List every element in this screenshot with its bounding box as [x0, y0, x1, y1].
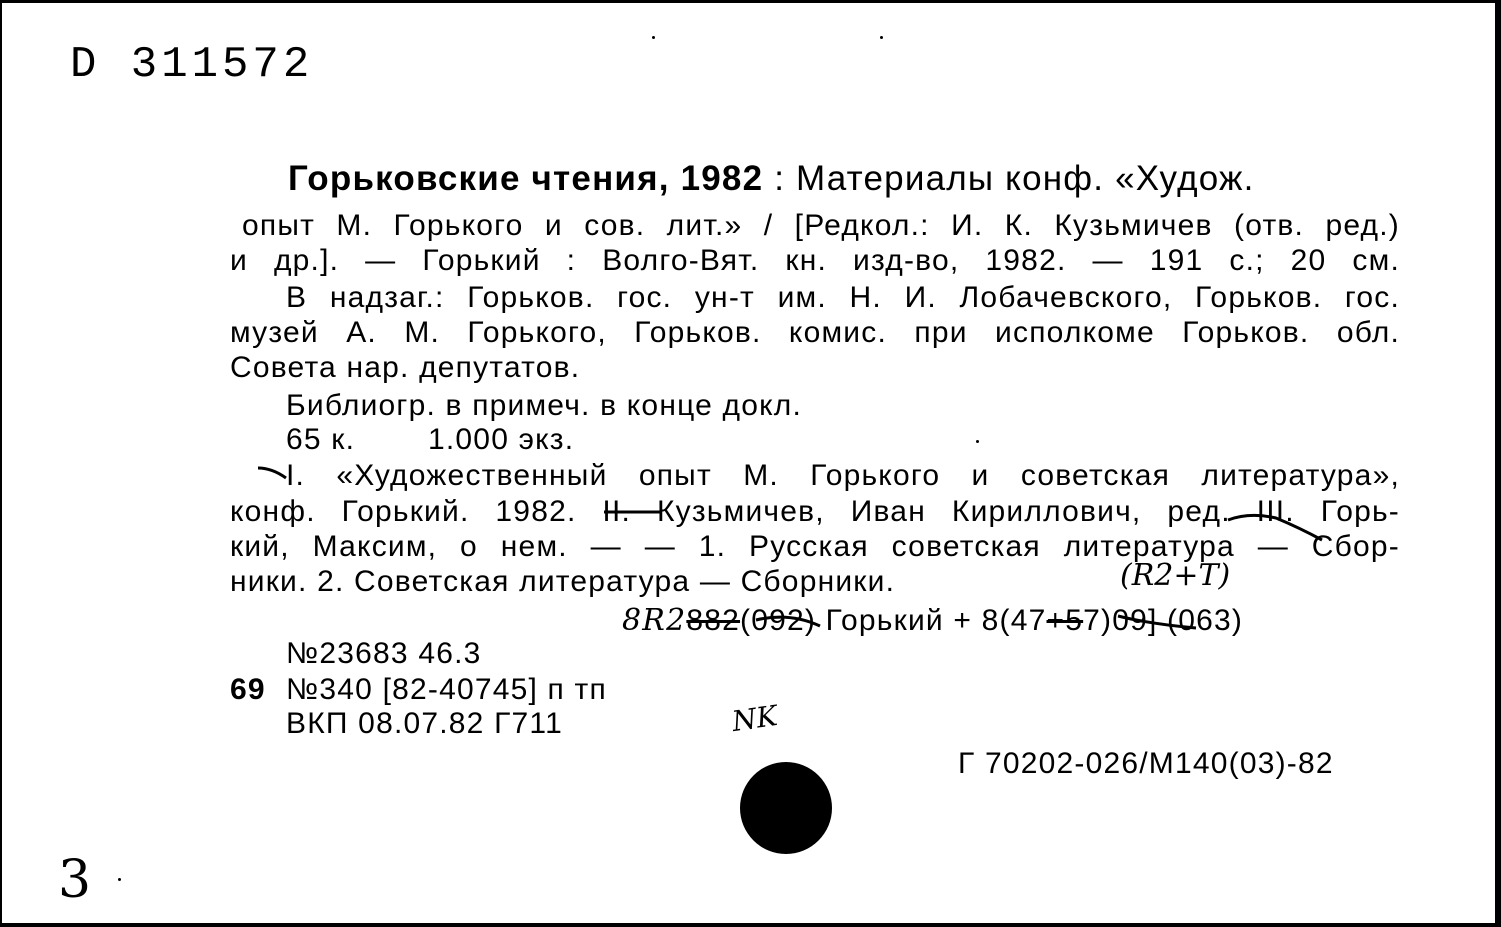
record-line: №23683 46.3 — [286, 637, 482, 670]
bibliography-note: Библиогр. в примеч. в конце докл. — [286, 389, 803, 422]
record-line: №340 [82-40745] п тп — [286, 673, 607, 706]
card-edge-left — [0, 0, 2, 927]
note-line: музей А. М. Горького, Горьков. комис. при исполкоме Горьков. обл. — [230, 316, 1400, 349]
handwritten-correction: (R2+T) — [1120, 558, 1231, 593]
scan-speck — [976, 440, 979, 443]
record-line: ВКП 08.07.82 Г711 — [286, 707, 563, 740]
scan-speck — [652, 36, 655, 39]
description-line: опыт М. Горького и сов. лит.» / [Редкол.: И. К. Кузьмичев (отв. ред.) — [242, 209, 1400, 242]
subject-line: кий, Максим, о нем. — — 1. Русская советская литература — Сбор- — [230, 530, 1400, 563]
classification-struck-2: +5 — [1046, 604, 1084, 637]
note-line: В надзаг.: Горьков. гос. ун-т им. Н. И. Лобачевского, Горьков. гос. — [286, 281, 1400, 314]
subject-line: I. «Художественный опыт М. Горького и советская литература», — [286, 459, 1400, 492]
classification-rest: (092) Горький + 8(47 — [740, 604, 1047, 637]
punch-hole — [740, 762, 832, 854]
title-bold: Горьковские чтения, 1982 — [288, 159, 764, 198]
subject-line: ники. 2. Советская литература — Сборники. — [230, 565, 896, 598]
scan-speck — [118, 878, 121, 881]
record-prefix: 69 — [230, 673, 266, 706]
scan-speck — [880, 36, 883, 39]
handwritten-initials: NK — [729, 698, 780, 739]
card-edge-bottom — [0, 923, 1501, 927]
card-edge-top — [0, 0, 1501, 3]
card-edge-right — [1495, 0, 1501, 927]
classification-hand: 8R2 — [622, 603, 687, 638]
catalog-code: Г 70202-026/М140(03)-82 — [958, 747, 1334, 780]
print-run: 1.000 экз. — [428, 423, 575, 456]
subject-line: конф. Горький. 1982. II. Кузьмичев, Иван Кириллович, ред. III. Горь- — [230, 495, 1400, 528]
strike-mark-i — [258, 468, 286, 478]
title-line — [288, 158, 1400, 200]
description-line: и др.]. — Горький : Волго-Вят. кн. изд-во, 1982. — 191 с.; 20 см. — [230, 244, 1400, 277]
classification-line — [622, 603, 1400, 639]
classification-struck: 882 — [686, 604, 741, 637]
call-number: D 311572 — [70, 40, 314, 90]
title-rest: : Материалы конф. «Худож. — [763, 159, 1255, 198]
price: 65 к. — [286, 423, 356, 456]
note-line: Совета нар. депутатов. — [230, 351, 581, 384]
classification-end: 7)09] (063) — [1083, 604, 1244, 637]
handwritten-number: 3 — [58, 850, 92, 910]
